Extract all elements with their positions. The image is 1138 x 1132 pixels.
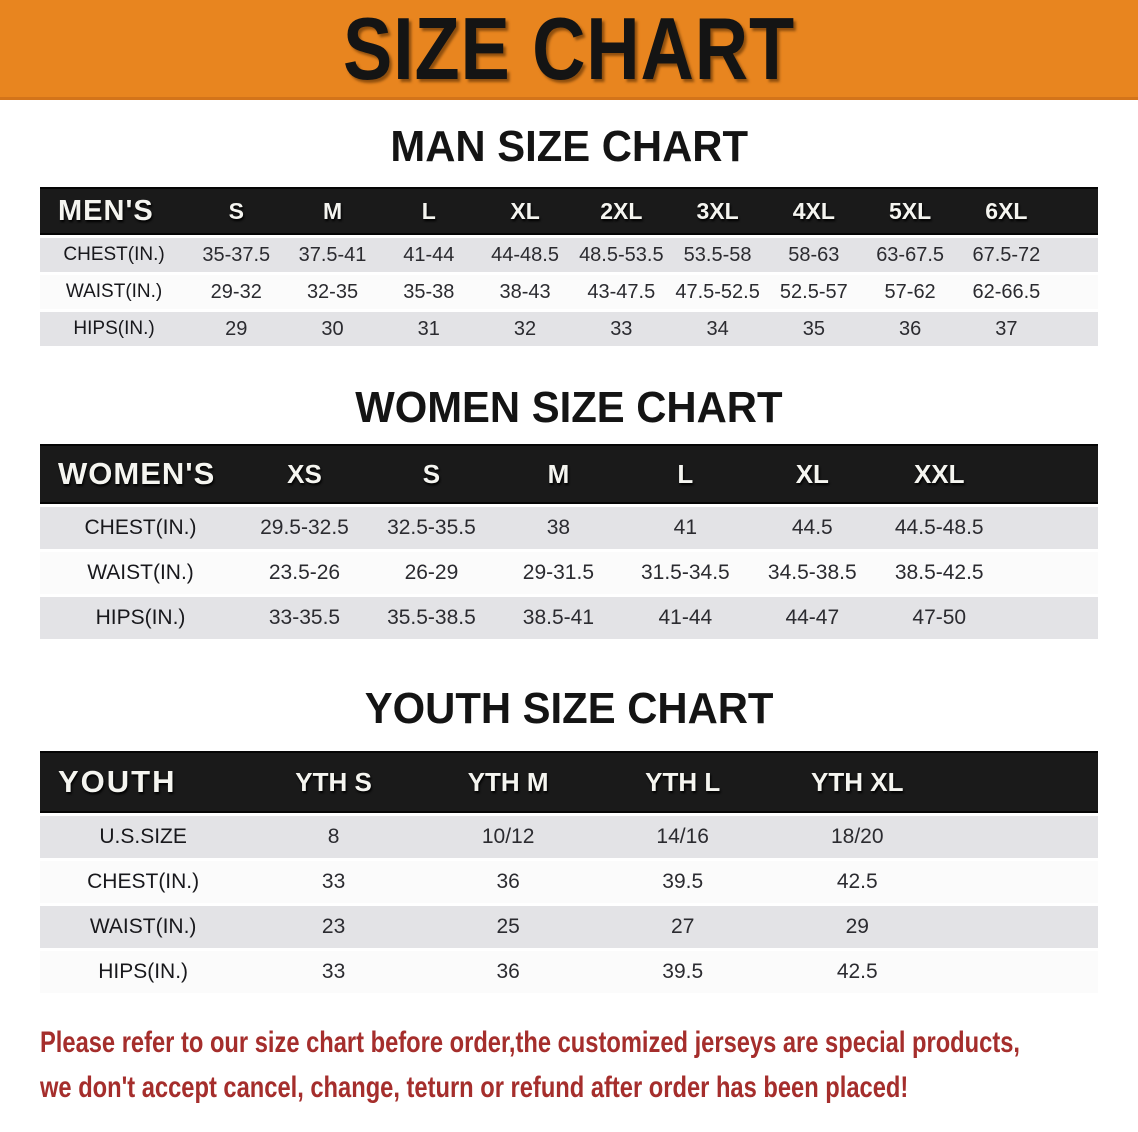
size-cell: 34 [669,312,765,346]
spacer-cell [945,861,1098,903]
size-cell: 41-44 [381,238,477,272]
spacer-cell [945,751,1098,813]
size-cell: 53.5-58 [669,238,765,272]
size-cell: 44-48.5 [477,238,573,272]
women-chest-row [40,507,1098,549]
size-cell: 36 [862,312,958,346]
row-label: HIPS(IN.) [40,597,241,639]
size-cell: 41-44 [622,597,749,639]
size-cell: 57-62 [862,275,958,309]
spacer-cell [1003,597,1098,639]
men-col-s: S [188,187,284,235]
size-cell: 35-37.5 [188,238,284,272]
size-cell: 48.5-53.5 [573,238,669,272]
size-cell: 23 [246,906,421,948]
size-cell: 31.5-34.5 [622,552,749,594]
row-label: U.S.SIZE [40,816,246,858]
size-cell: 44.5-48.5 [876,507,1003,549]
size-cell: 35 [766,312,862,346]
disclaimer-note [40,1020,1138,1110]
spacer-cell [1003,444,1098,504]
size-cell: 37 [958,312,1054,346]
size-cell: 33 [246,951,421,993]
size-cell: 62-66.5 [958,275,1054,309]
size-cell: 42.5 [770,861,945,903]
size-cell: 29 [188,312,284,346]
size-cell: 31 [381,312,477,346]
women-col-m: M [495,444,622,504]
banner [0,0,1138,100]
size-cell: 41 [622,507,749,549]
spacer-cell [945,906,1098,948]
size-cell: 30 [284,312,380,346]
row-label: CHEST(IN.) [40,507,241,549]
men-hips-row [40,312,1098,346]
men-section-title [0,122,1138,172]
size-cell: 32-35 [284,275,380,309]
disclaimer-line-2: we don't accept cancel, change, teturn or refund after order has been placed! [40,1071,909,1104]
size-cell: 23.5-26 [241,552,368,594]
disclaimer-line-1: Please refer to our size chart before order,the customized jerseys are special products, [40,1026,1020,1059]
size-cell: 47.5-52.5 [669,275,765,309]
size-cell: 29.5-32.5 [241,507,368,549]
size-cell: 58-63 [766,238,862,272]
men-col-3xl: 3XL [669,187,765,235]
men-col-5xl: 5XL [862,187,958,235]
size-cell: 25 [421,906,596,948]
size-cell: 39.5 [595,951,770,993]
size-cell: 67.5-72 [958,238,1054,272]
men-group-label: MEN'S [40,187,188,235]
men-col-m: M [284,187,380,235]
men-col-6xl: 6XL [958,187,1054,235]
men-col-4xl: 4XL [766,187,862,235]
men-col-l: L [381,187,477,235]
row-label: WAIST(IN.) [40,906,246,948]
men-size-table [40,184,1098,349]
men-section-title-text: MAN SIZE CHART [390,122,748,171]
spacer-cell [1055,187,1098,235]
size-cell: 18/20 [770,816,945,858]
men-col-xl: XL [477,187,573,235]
spacer-cell [945,816,1098,858]
size-cell: 42.5 [770,951,945,993]
size-cell: 32 [477,312,573,346]
spacer-cell [1003,552,1098,594]
youth-chest-row [40,861,1098,903]
row-label: HIPS(IN.) [40,951,246,993]
size-cell: 26-29 [368,552,495,594]
youth-col-yth-s: YTH S [246,751,421,813]
men-header-row [40,187,1098,235]
size-cell: 38.5-41 [495,597,622,639]
row-label: WAIST(IN.) [40,552,241,594]
size-cell: 36 [421,951,596,993]
youth-col-yth-xl: YTH XL [770,751,945,813]
size-cell: 44.5 [749,507,876,549]
women-group-label: WOMEN'S [40,444,241,504]
size-cell: 8 [246,816,421,858]
women-col-s: S [368,444,495,504]
size-cell: 38-43 [477,275,573,309]
size-cell: 37.5-41 [284,238,380,272]
women-hips-row [40,597,1098,639]
size-cell: 14/16 [595,816,770,858]
row-label: CHEST(IN.) [40,861,246,903]
youth-header-row [40,751,1098,813]
women-col-xxl: XXL [876,444,1003,504]
size-cell: 44-47 [749,597,876,639]
row-label: WAIST(IN.) [40,275,188,309]
size-cell: 10/12 [421,816,596,858]
spacer-cell [1055,312,1098,346]
youth-group-label: YOUTH [40,751,246,813]
spacer-cell [1003,507,1098,549]
size-cell: 43-47.5 [573,275,669,309]
banner-title: SIZE CHART [343,0,795,98]
women-size-table [40,441,1098,642]
size-cell: 33-35.5 [241,597,368,639]
spacer-cell [1055,238,1098,272]
size-cell: 39.5 [595,861,770,903]
row-label: HIPS(IN.) [40,312,188,346]
men-col-2xl: 2XL [573,187,669,235]
women-col-xs: XS [241,444,368,504]
size-cell: 34.5-38.5 [749,552,876,594]
size-cell: 38 [495,507,622,549]
size-cell: 33 [246,861,421,903]
women-section-title [0,383,1138,433]
women-waist-row [40,552,1098,594]
size-cell: 29 [770,906,945,948]
size-cell: 35-38 [381,275,477,309]
youth-col-yth-l: YTH L [595,751,770,813]
size-cell: 32.5-35.5 [368,507,495,549]
women-col-l: L [622,444,749,504]
youth-waist-row [40,906,1098,948]
youth-size-table [40,748,1098,996]
men-chest-row [40,238,1098,272]
size-cell: 27 [595,906,770,948]
women-header-row [40,444,1098,504]
men-waist-row [40,275,1098,309]
size-cell: 47-50 [876,597,1003,639]
size-cell: 35.5-38.5 [368,597,495,639]
size-cell: 63-67.5 [862,238,958,272]
youth-ussize-row [40,816,1098,858]
youth-section-title [0,684,1138,734]
youth-col-yth-m: YTH M [421,751,596,813]
women-section-title-text: WOMEN SIZE CHART [355,383,783,432]
size-cell: 36 [421,861,596,903]
youth-hips-row [40,951,1098,993]
size-cell: 29-32 [188,275,284,309]
size-cell: 29-31.5 [495,552,622,594]
youth-section-title-text: YOUTH SIZE CHART [364,684,774,733]
size-cell: 33 [573,312,669,346]
size-cell: 52.5-57 [766,275,862,309]
spacer-cell [945,951,1098,993]
row-label: CHEST(IN.) [40,238,188,272]
women-col-xl: XL [749,444,876,504]
size-cell: 38.5-42.5 [876,552,1003,594]
spacer-cell [1055,275,1098,309]
